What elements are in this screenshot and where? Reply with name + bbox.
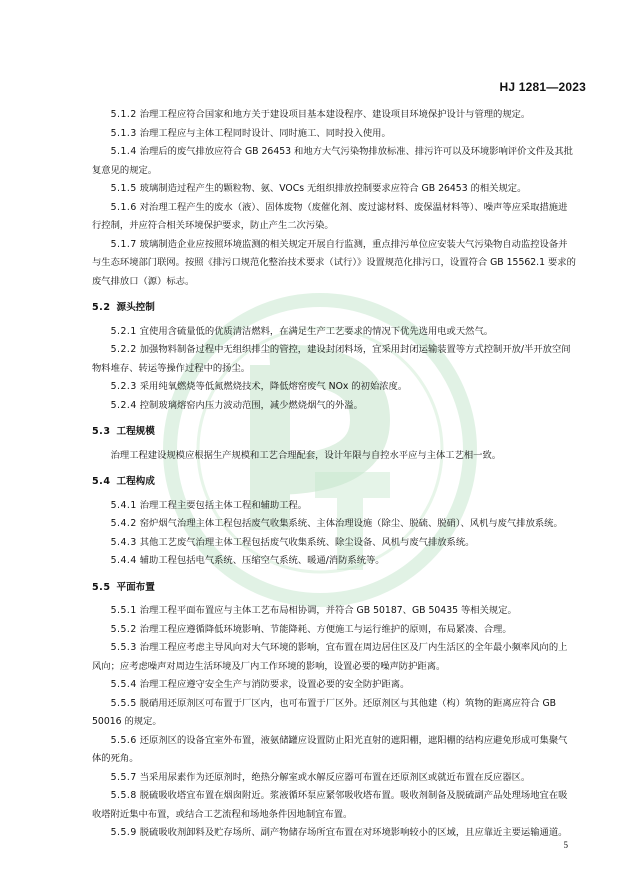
clause-number: 5.5.6 (110, 734, 137, 746)
clause-item (92, 534, 576, 553)
clause-number: 5.1.2 (110, 109, 137, 120)
clause-text: 辅助工程包括电气系统、压缩空气系统、暖通/消防系统等。 (139, 555, 385, 566)
clause-number: 5.1.5 (110, 183, 137, 194)
clause-item (92, 639, 576, 676)
clause-number: 5.5.3 (110, 642, 137, 653)
clause-number: 5.5.9 (110, 827, 137, 838)
clause-text: 治理工程平面布置应与主体工艺布局相协调，并符合 GB 50187、GB 50435 等相关规定。 (139, 605, 517, 616)
clause-text: 当采用尿素作为还原剂时，绝热分解室或水解反应器可布置在还原剂区或就近布置在反应器区。 (139, 771, 531, 783)
clause-item (92, 106, 576, 125)
clause-number: 5.4.2 (110, 518, 137, 529)
clause-text: 治理工程主要包括主体工程和辅助工程。 (139, 499, 308, 511)
clause-item (92, 676, 576, 695)
clause-number: 5.4.1 (110, 499, 137, 511)
clause-item (92, 199, 576, 236)
clause-number: 5.4.4 (110, 555, 137, 566)
clause-text: 平面布置 (116, 581, 155, 593)
clause-number: 5.5.2 (110, 623, 137, 635)
clause-text: 脱硝用还原剂区可布置于厂区内，也可布置于厂区外。还原剂区与其他建（构）筑物的距离应符合 GB 50016 的规定。 (92, 697, 557, 727)
clause-text: 加强物料制备过程中无组织排尘的管控，建设封闭料场，宜采用封闭运输装置等方式控制开放/半开放空间物料堆存、转运等操作过程中的扬尘。 (92, 344, 571, 374)
paragraph (92, 447, 576, 466)
clause-item (92, 515, 576, 534)
clause-text: 玻璃制造过程产生的颗粒物、氨、VOCs 无组织排放控制要求应符合 GB 26453 的相关规定。 (139, 183, 527, 194)
clause-number: 5.5.5 (110, 697, 137, 709)
clause-text: 治理工程应遵循降低环境影响、节能降耗、方便施工与运行维护的原则，布局紧凑、合理。 (139, 623, 512, 635)
clause-number: 5.5.8 (110, 790, 137, 801)
clause-text: 窑炉烟气治理主体工程包括废气收集系统、主体治理设施（除尘、脱硫、脱硝）、风机与废气排放系统。 (139, 518, 563, 529)
clause-item (92, 552, 576, 571)
clause-number: 5.2 (92, 302, 111, 313)
clause-text: 工程构成 (116, 476, 155, 487)
clause-text: 对治理工程产生的废水（液）、固体废物（废催化剂、废过滤材料、废保温材料等）、噪声等应采取措施进行控制，并应符合相关环境保护要求，防止产生二次污染。 (92, 201, 568, 231)
clause-item (92, 695, 576, 732)
clause-item (92, 236, 576, 292)
document-body (92, 106, 576, 843)
clause-number: 5.1.3 (110, 127, 137, 139)
clause-number: 5.2.4 (110, 399, 137, 411)
clause-item (92, 602, 576, 621)
clause-item (92, 180, 576, 199)
clause-text: 脱硫吸收剂卸料及贮存场所、副产物储存场所宜布置在对环境影响较小的区域，且应靠近主要运输通道。 (139, 827, 568, 838)
clause-number: 5.3 (92, 426, 111, 437)
section-heading (92, 473, 576, 492)
clause-item (92, 397, 576, 416)
clause-text: 治理工程应与主体工程同时设计、同时施工、同时投入使用。 (139, 127, 391, 139)
clause-text: 采用纯氧燃烧等低氮燃烧技术，降低熔窑废气 NOx 的初始浓度。 (139, 381, 408, 392)
clause-number: 5.4.3 (110, 536, 137, 548)
clause-text: 源头控制 (116, 302, 155, 313)
clause-item (92, 341, 576, 378)
clause-item (92, 824, 576, 843)
page-number: 5 (563, 840, 568, 850)
clause-text: 控制玻璃熔窑内压力波动范围，减少燃烧烟气的外溢。 (139, 399, 363, 411)
clause-text: 治理工程应考虑主导风向对大气环境的影响，宜布置在周边居住区及厂内生活区的全年最小频率风向的上风向；应考虑噪声对周边生活环境及厂内工作环境的影响，设置必要的噪声防护距离。 (92, 642, 568, 672)
document-code: HJ 1281—2023 (499, 80, 586, 94)
clause-item (92, 497, 576, 516)
clause-number: 5.1.6 (110, 201, 137, 213)
clause-item (92, 621, 576, 640)
clause-number: 5.2.3 (110, 381, 137, 392)
clause-text: 其他工艺废气治理主体工程包括废气收集系统、除尘设备、风机与废气排放系统。 (139, 536, 475, 548)
clause-text: 工程规模 (116, 426, 155, 437)
clause-item (92, 732, 576, 769)
clause-number: 5.2.1 (110, 325, 137, 337)
clause-number: 5.2.2 (110, 344, 137, 355)
clause-text: 治理工程应符合国家和地方关于建设项目基本建设程序、建设项目环境保护设计与管理的规定。 (139, 109, 531, 120)
clause-text: 治理工程应遵守安全生产与消防要求，设置必要的安全防护距离。 (139, 679, 410, 690)
section-heading (92, 579, 576, 598)
clause-item (92, 323, 576, 342)
clause-text: 治理后的废气排放应符合 GB 26453 和地方大气污染物排放标准、排污许可以及环境影响评价文件及其批复意见的规定。 (92, 146, 573, 176)
section-heading (92, 299, 576, 318)
clause-number: 5.4 (92, 476, 111, 487)
clause-item (92, 143, 576, 180)
clause-number: 5.5.4 (110, 679, 137, 690)
clause-item (92, 787, 576, 824)
section-heading (92, 423, 576, 442)
clause-text: 脱硫吸收塔宜布置在烟囱附近。浆液循环泵应紧邻吸收塔布置。吸收剂制备及脱硫副产品处理场地宜在吸收塔附近集中布置，或结合工艺流程和场地条件因地制宜布置。 (92, 790, 568, 820)
clause-number: 5.5.7 (110, 771, 137, 783)
clause-text: 宜使用含硫量低的优质清洁燃料，在满足生产工艺要求的情况下优先选用电或天然气。 (139, 325, 494, 337)
clause-number: 5.5 (92, 581, 111, 593)
clause-number: 5.1.7 (110, 238, 137, 250)
clause-item (92, 769, 576, 788)
clause-text: 玻璃制造企业应按照环境监测的相关规定开展自行监测，重点排污单位应安装大气污染物自动监控设备并与生态环境部门联网。按照《排污口规范化整治技术要求（试行）》设置规范化排污口，设置符合 GB 15562.1 要求的废气排放口（源）标志。 (92, 238, 576, 287)
clause-text: 还原剂区的设备宜室外布置，液氨储罐应设置防止阳光直射的遮阳棚，遮阳棚的结构应避免形成可集聚气体的死角。 (92, 734, 568, 764)
clause-number: 5.5.1 (110, 605, 137, 616)
clause-text: 治理工程建设规模应根据生产规模和工艺合理配套，设计年限与自控水平应与主体工艺相一致。 (110, 449, 502, 461)
clause-number: 5.1.4 (110, 146, 137, 157)
clause-item (92, 125, 576, 144)
clause-item (92, 378, 576, 397)
